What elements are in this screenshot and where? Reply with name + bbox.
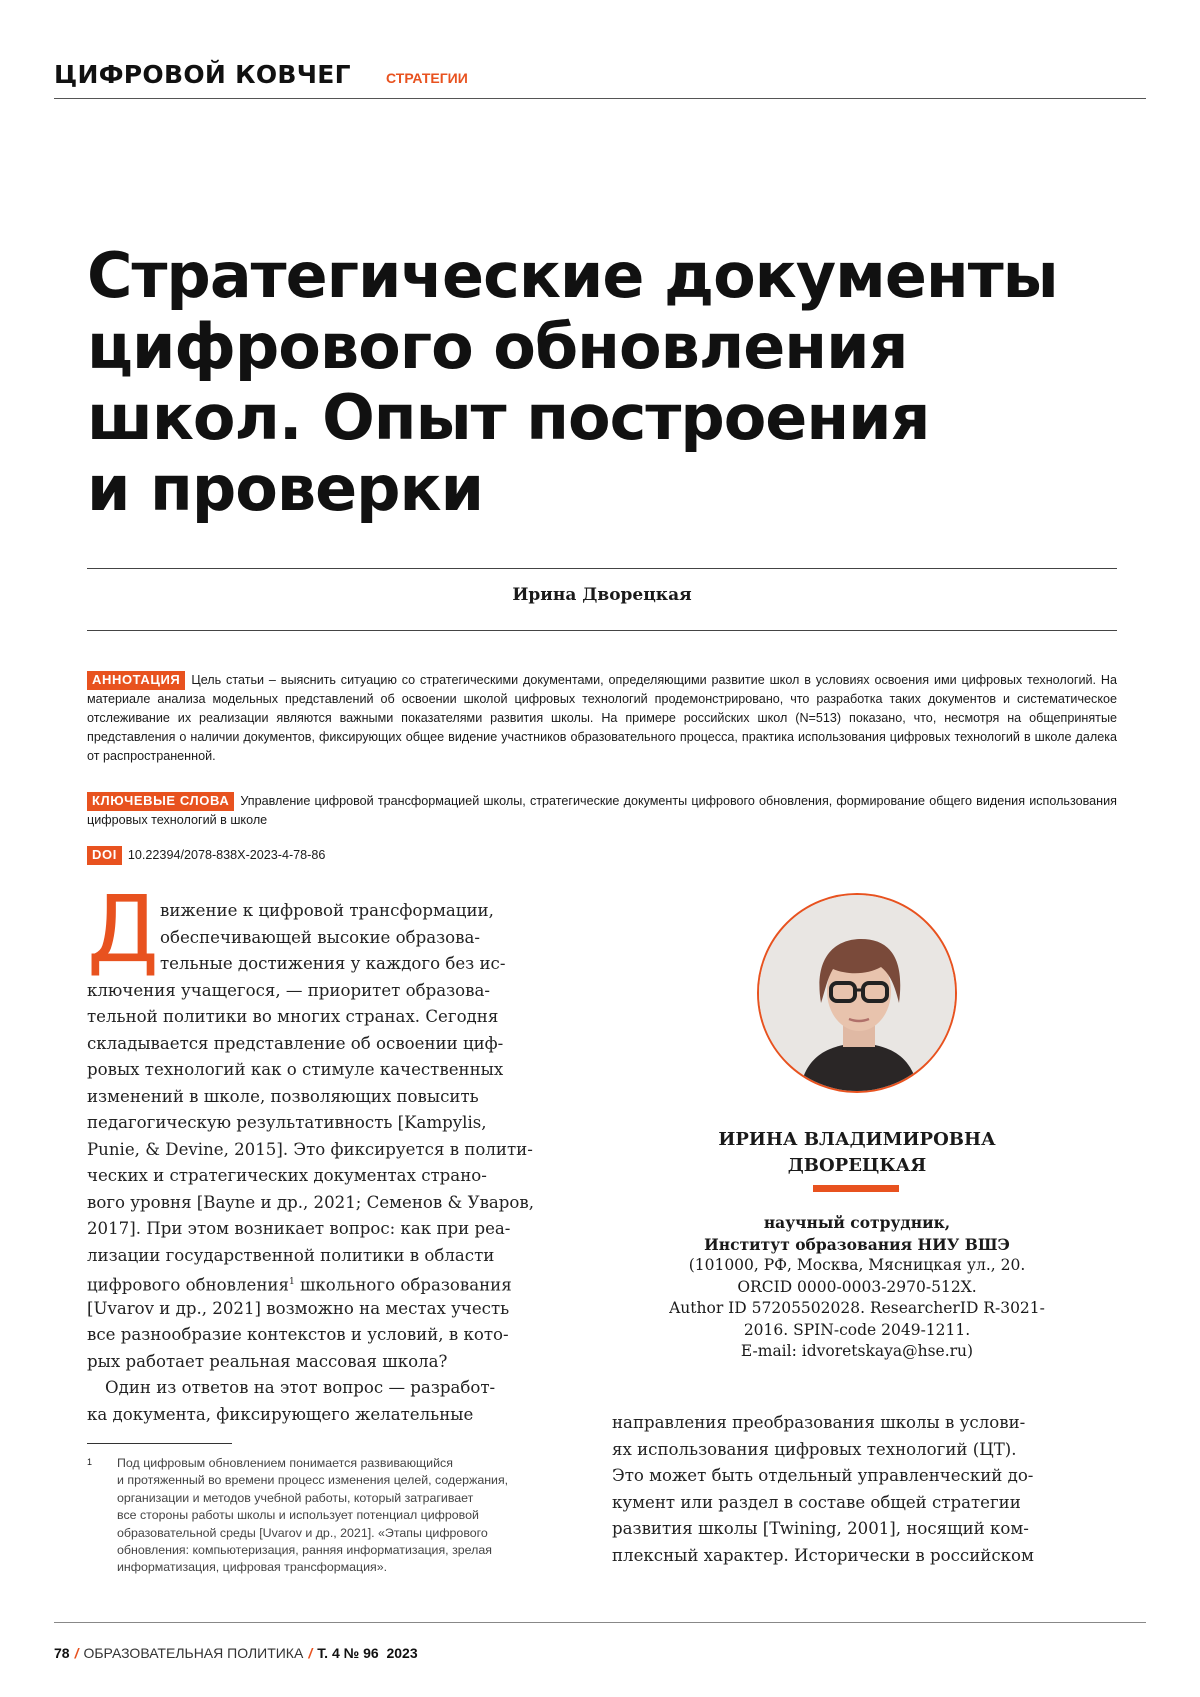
body-line: 2017]. При этом возникает вопрос: как при реа- (87, 1216, 534, 1243)
body-line: ях использования цифровых технологий (ЦТ). (612, 1437, 1034, 1464)
body-line: плексный характер. Исторически в российском (612, 1543, 1034, 1570)
magazine-section-title: ЦИФРОВОЙ КОВЧЕГ (54, 60, 351, 89)
footnote-line: обновления: компьютеризация, ранняя информатизация, зрелая (117, 1542, 587, 1559)
rubric-label: СТРАТЕГИИ (386, 70, 468, 86)
body-line: Punie, & Devine, 2015]. Это фиксируется в полити- (87, 1137, 534, 1164)
body-line: педагогическую результативность [Kampylis, (87, 1110, 534, 1137)
footnote-line: Под цифровым обновлением понимается развивающийся (117, 1455, 587, 1472)
author-full-name: ИРИНА ВЛАДИМИРОВНА ДВОРЕЦКАЯ (648, 1127, 1066, 1179)
article-title: Стратегические документы цифрового обновления школ. Опыт построения и проверки (87, 240, 1117, 524)
body-line: Это может быть отдельный управленческий до- (612, 1463, 1034, 1490)
doi-block (87, 846, 325, 865)
author-detail-line: (101000, РФ, Москва, Мясницкая ул., 20. (648, 1255, 1066, 1277)
body-line: вого уровня [Bayne и др., 2021; Семенов & Уваров, (87, 1190, 534, 1217)
footnote-divider (87, 1443, 232, 1444)
author-detail-line: 2016. SPIN-code 2049-1211. (648, 1320, 1066, 1342)
annotation-label: АННОТАЦИЯ (87, 671, 185, 690)
body-line: обеспечивающей высокие образова- (160, 925, 505, 952)
body-line-with-footnote: цифрового обновления1 школьного образования (87, 1269, 534, 1296)
body-line: [Uvarov и др., 2021] возможно на местах учесть (87, 1296, 534, 1323)
body-line: вижение к цифровой трансформации, (160, 898, 505, 925)
body-line: Один из ответов на этот вопрос — разработ- (87, 1375, 534, 1402)
doi-link[interactable]: 10.22394/2078-838X-2023-4-78-86 (128, 848, 325, 862)
footnote-number: 1 (87, 1457, 92, 1467)
page-footer: 78 / ОБРАЗОВАТЕЛЬНАЯ ПОЛИТИКА / Т. 4 № 96 2023 (54, 1645, 418, 1661)
author-affiliation: Институт образования НИУ ВШЭ (648, 1234, 1066, 1256)
author-photo (757, 893, 957, 1093)
drop-cap: Д (87, 884, 159, 976)
running-header (54, 60, 1146, 99)
body-column-1 (87, 978, 534, 1429)
body-column-2 (612, 1410, 1034, 1569)
body-line: лизации государственной политики в области (87, 1243, 534, 1270)
author-orcid: ORCID 0000-0003-2970-512X. (648, 1277, 1066, 1299)
issue-info: Т. 4 № 96 2023 (317, 1645, 417, 1661)
body-line: ческих и стратегических документах страно- (87, 1163, 534, 1190)
body-line: тельные достижения у каждого без ис- (160, 951, 505, 978)
body-line: направления преобразования школы в услови- (612, 1410, 1034, 1437)
body-line: рых работает реальная массовая школа? (87, 1349, 534, 1376)
page-number: 78 (54, 1645, 70, 1661)
doi-label: DOI (87, 846, 122, 865)
body-line: изменений в школе, позволяющих повысить (87, 1084, 534, 1111)
body-line: ровых технологий как о стимуле качественных (87, 1057, 534, 1084)
keywords-label: КЛЮЧЕВЫЕ СЛОВА (87, 792, 234, 811)
footer-divider (54, 1622, 1146, 1623)
title-divider (87, 568, 1117, 569)
footnote-line: информатизация, цифровая трансформация». (117, 1559, 587, 1576)
article-author: Ирина Дворецкая (87, 585, 1117, 605)
body-line: развития школы [Twining, 2001], носящий ком- (612, 1516, 1034, 1543)
footnote-ref[interactable]: 1 (289, 1277, 295, 1287)
keywords-text: Управление цифровой трансформацией школы, стратегические документы цифрового обновления, формирование общего видения использования цифровых технологий в школе (87, 794, 1117, 827)
body-line: складывается представление об освоении циф- (87, 1031, 534, 1058)
footnote-line: и протяженный во времени процесс изменения целей, содержания, (117, 1472, 587, 1489)
footnote-line: все стороны работы школы и использует потенциал цифровой (117, 1507, 587, 1524)
footnote-line: образовательной среды [Uvarov и др., 2021]. «Этапы цифрового (117, 1525, 587, 1542)
journal-name: ОБРАЗОВАТЕЛЬНАЯ ПОЛИТИКА (83, 1645, 303, 1661)
author-detail-line: Author ID 57205502028. ResearcherID R-3021- (648, 1298, 1066, 1320)
body-line: тельной политики во многих странах. Сегодня (87, 1004, 534, 1031)
author-portrait-illustration (759, 895, 957, 1093)
annotation-block (87, 671, 1117, 766)
body-line: кумент или раздел в составе общей стратегии (612, 1490, 1034, 1517)
author-position: научный сотрудник, (648, 1212, 1066, 1234)
accent-divider (813, 1185, 899, 1192)
footnote-line: организации и методов учебной работы, который затрагивает (117, 1490, 587, 1507)
footnote-text (117, 1455, 587, 1577)
keywords-block (87, 792, 1117, 830)
body-line: все разнообразие контекстов и условий, в кото- (87, 1322, 534, 1349)
body-line: ключения учащегося, — приоритет образова- (87, 978, 534, 1005)
annotation-text: Цель статьи – выяснить ситуацию со стратегическими документами, определяющими развитие школ в условиях освоения ими цифровых технологий. На материале анализа модельных представлений об освоении школой цифровых технологий продемонстрировано, что разработка таких документов и систематическое отслеживание их реализации являются важными показателями развития школы. На примере российских школ (N=513) показано, что, несмотря на общепринятые представления о наличии документов, фиксирующих общее видение участников образовательного процесса, практика использования цифровых технологий в школе далека от распространенной. (87, 673, 1117, 763)
author-email[interactable]: E-mail: idvoretskaya@hse.ru) (648, 1341, 1066, 1363)
body-column-1-top (160, 898, 505, 978)
author-divider (87, 630, 1117, 631)
author-details (648, 1255, 1066, 1363)
body-line: ка документа, фиксирующего желательные (87, 1402, 534, 1429)
